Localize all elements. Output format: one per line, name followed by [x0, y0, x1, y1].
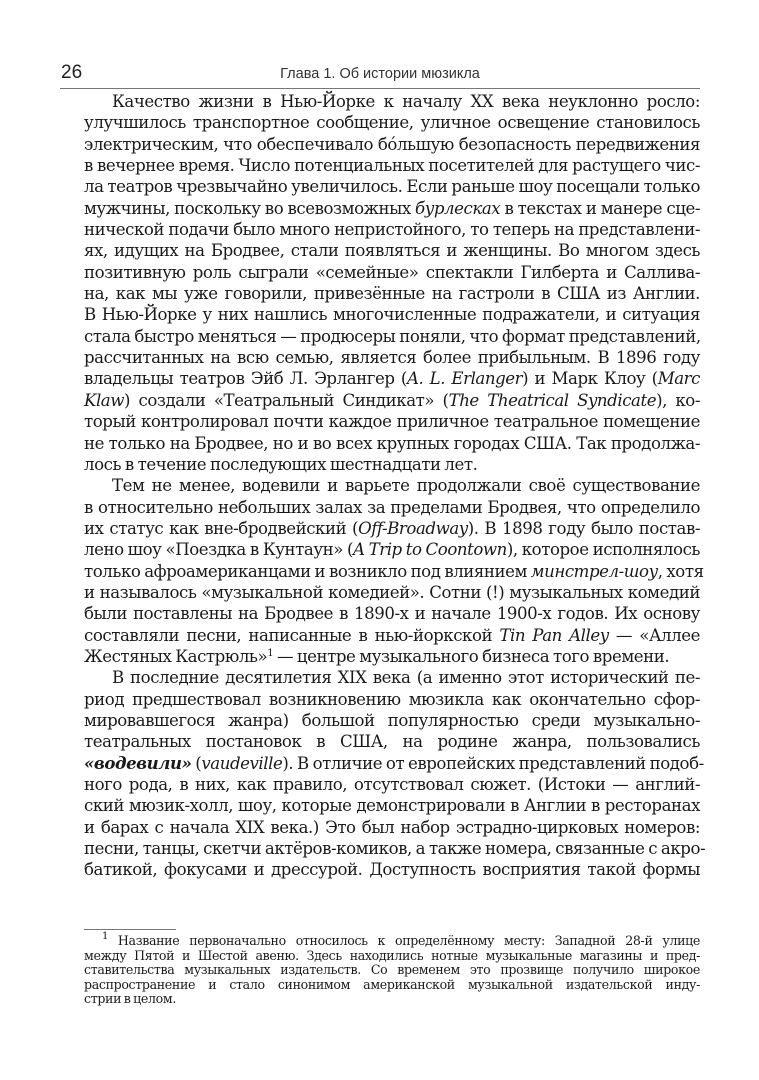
- text-segment: нической подачи было много непристойного, то теперь на представлени-: [84, 220, 700, 240]
- header-rule: [60, 88, 700, 89]
- text-segment: ), которое исполнялось: [506, 540, 700, 560]
- body-line: [84, 240, 700, 261]
- body-line: [84, 667, 700, 688]
- emphasized-text: «водевили»: [84, 752, 192, 773]
- body-line: [84, 859, 700, 880]
- body-line: [84, 91, 700, 112]
- text-segment: ставительства музыкальных издательств. Со временем это прозвище получило широкое: [84, 962, 700, 978]
- text-segment: , хотя: [657, 561, 704, 581]
- emphasized-text: Klaw: [84, 390, 125, 410]
- emphasized-text: The Theatrical Syndicate: [448, 390, 657, 410]
- body-line: [84, 176, 700, 197]
- emphasized-text: минстрел-шоу: [530, 561, 658, 581]
- body-line: [84, 838, 706, 859]
- text-segment: ский мюзик-холл, шоу, которые демонстрировали в Англии в ресторанах: [84, 796, 700, 816]
- body-line: [84, 283, 700, 304]
- body-line: [84, 561, 704, 582]
- emphasized-text: A Trip to Coontown: [353, 540, 507, 560]
- body-line: [84, 304, 700, 325]
- text-segment: лено шоу «Поездка в Кунтаун» (: [84, 540, 354, 560]
- body-line: [84, 454, 700, 475]
- page-number: 26: [61, 62, 83, 83]
- emphasized-text: vaudeville: [201, 753, 283, 773]
- body-line: [84, 817, 700, 838]
- text-segment: театральных постановок в США, на родине жанра, пользовались: [84, 732, 700, 752]
- running-header-title: Глава 1. Об истории мюзикла: [280, 66, 480, 82]
- text-segment: В Нью-Йорке у них нашлись многочисленные подражатели, и ситуация: [84, 305, 700, 325]
- body-line: [84, 219, 700, 240]
- text-segment: и барах с начала XIX века.) Это был набор эстрадно-цирковых номеров:: [84, 817, 700, 837]
- text-segment: их статус как вне-бродвейский (: [84, 518, 359, 538]
- body-line: [84, 795, 700, 816]
- body-line: [84, 155, 700, 176]
- body-line: [84, 603, 700, 624]
- footnote-line: [84, 963, 700, 978]
- body-line: [84, 433, 700, 454]
- emphasized-text: Tin Pan Alley: [499, 625, 609, 645]
- text-segment: составляли песни, написанные в нью-йоркской: [84, 625, 500, 645]
- text-segment: в относительно небольших залах за пределами Бродвея, что определило: [84, 497, 700, 517]
- text-segment: улучшилось транспортное сообщение, уличное освещение становилось: [84, 113, 700, 133]
- text-segment: В последние десятилетия XIX века (а именно этот исторический пе-: [112, 668, 700, 688]
- body-line: [84, 518, 700, 539]
- body-line: [84, 646, 700, 667]
- footnote-marker: 1: [267, 647, 274, 659]
- footnote-rule: [84, 929, 176, 930]
- text-segment: Качество жизни в Нью-Йорке к началу XX века неуклонно росло:: [112, 92, 700, 111]
- footnote-marker: 1: [102, 931, 109, 942]
- body-line: [84, 262, 700, 283]
- body-line: [84, 752, 704, 774]
- body-line: [84, 411, 700, 432]
- text-segment: мужчины, поскольку во всевозможных: [84, 198, 416, 218]
- text-segment: лось в течение последующих шестнадцати лет.: [84, 454, 478, 474]
- footnote-line: [84, 931, 700, 949]
- footnote: [84, 931, 700, 1007]
- text-segment: Тем не менее, водевили и варьете продолжали своё существование: [112, 476, 700, 496]
- text-segment: ) создали «Театральный Синдикат» (: [124, 390, 449, 410]
- text-segment: ного рода, в них, как правило, отсутствовал сюжет. (Истоки — англий-: [84, 775, 700, 794]
- text-segment: риод предшествовал возникновению мюзикла как окончательно сфор-: [84, 689, 700, 709]
- text-segment: между Пятой и Шестой авеню. Здесь находились нотные музыкальные магазины и пред-: [84, 947, 700, 963]
- text-segment: — центре музыкального бизнеса того времени.: [273, 646, 670, 666]
- body-line: [84, 774, 700, 795]
- text-segment: Название первоначально относилось к определённому месту: Западной 28-й улице: [108, 933, 700, 948]
- body-line: [84, 368, 700, 389]
- text-segment: Жестяных Кастрюль»: [84, 646, 268, 666]
- text-segment: в текстах и манере сце-: [500, 198, 700, 218]
- text-segment: на, как мы уже говорили, привезённые на гастроли в США из Англии.: [84, 284, 700, 304]
- body-line: [84, 390, 700, 411]
- text-segment: владельцы театров Эйб Л. Эрлангер (: [84, 369, 407, 389]
- text-segment: ). В отличие от европейских представлений подоб-: [282, 753, 704, 773]
- emphasized-text: Off-Broadway: [358, 518, 468, 538]
- emphasized-text: бурлесках: [415, 198, 501, 218]
- body-text: [84, 91, 706, 881]
- text-segment: ) и Марк Клоу (: [522, 369, 658, 389]
- body-line: [84, 112, 700, 133]
- body-line: [84, 539, 700, 560]
- text-segment: в вечернее время. Число потенциальных посетителей для растущего чис-: [84, 156, 700, 176]
- text-segment: только афроамериканцами и возникло под влиянием: [84, 561, 531, 581]
- emphasized-text: Marc: [657, 369, 700, 389]
- body-line: [84, 689, 700, 710]
- text-segment: рассчитанных на всю семью, является более прибыльным. В 1896 году: [84, 348, 700, 368]
- text-segment: — «Аллее: [608, 625, 700, 645]
- text-segment: ). В 1898 году было постав-: [467, 518, 701, 538]
- footnote-line: [84, 992, 700, 1007]
- text-segment: стала быстро меняться — продюсеры поняли, что формат представлений,: [84, 326, 701, 346]
- footnote-line: [84, 978, 700, 993]
- text-segment: электрическим, что обеспечивало бóльшую безопасность передвижения: [84, 134, 700, 154]
- body-line: [84, 710, 700, 731]
- text-segment: ла театров чрезвычайно увеличилось. Если раньше шоу посещали только: [84, 177, 700, 197]
- body-line: [84, 475, 700, 496]
- footnote-line: [84, 949, 700, 964]
- text-segment: мировавшегося жанра) большой популярностью среди музыкально-: [84, 710, 700, 730]
- text-segment: ях, идущих на Бродвее, стали появляться и женщины. Во многом здесь: [84, 241, 700, 261]
- body-line: [84, 625, 700, 646]
- body-line: [84, 198, 700, 219]
- text-segment: ), ко-: [656, 390, 701, 410]
- text-segment: были поставлены на Бродвее в 1890-х и начале 1900-х годов. Их основу: [84, 604, 700, 624]
- text-segment: не только на Бродвее, но и во всех крупных городах США. Так продолжа-: [84, 433, 700, 453]
- text-segment: распространение и стало синонимом американской музыкальной издательской инду-: [84, 976, 700, 992]
- text-segment: стрии в целом.: [84, 991, 176, 1007]
- body-line: [84, 497, 700, 518]
- text-segment: позитивную роль сыграли «семейные» спектакли Гилберта и Саллива-: [84, 262, 700, 282]
- body-line: [84, 347, 700, 368]
- text-segment: песни, танцы, скетчи актёров-комиков, а также номера, связанные с акро-: [84, 839, 706, 859]
- body-line: [84, 582, 700, 603]
- body-line: [84, 731, 700, 752]
- text-segment: и называлось «музыкальной комедией». Сотни (!) музыкальных комедий: [84, 582, 700, 602]
- body-line: [84, 134, 700, 155]
- emphasized-text: A. L. Erlanger: [406, 369, 523, 389]
- text-segment: батикой, фокусами и дрессурой. Доступность восприятия такой формы: [84, 860, 700, 880]
- body-line: [84, 326, 700, 347]
- text-segment: торый контролировал почти каждое приличное театральное помещение: [84, 412, 700, 432]
- text-segment: (: [191, 753, 202, 773]
